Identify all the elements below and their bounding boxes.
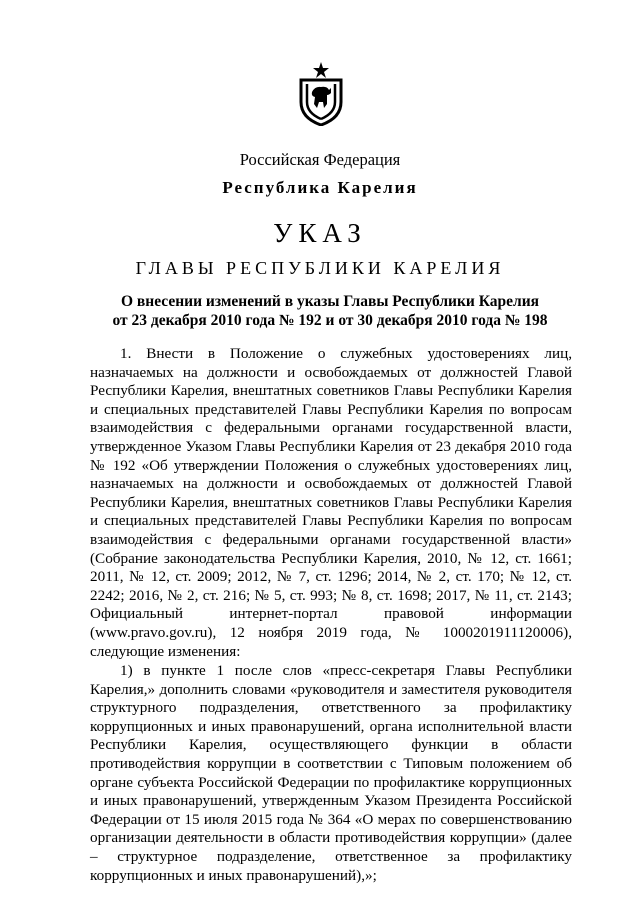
document-body [90, 345, 572, 885]
country-name: Российская Федерация [239, 150, 401, 169]
title-line-2: от 23 декабря 2010 года № 192 и от 30 декабря 2010 года № 198 [112, 312, 548, 329]
document-title [100, 292, 560, 330]
paragraph-1-item-1: 1) в пункте 1 после слов «пресс-секретаря Главы Республики Карелия,» дополнить словами «руководителя и заместителя руководителя структурного подразделения, ответственного за профилактику коррупционных и иных правонарушений, органа исполнительной власти Республики Карелия, осуществляющего функции в области противодействия коррупции в соответствии с Типовым положением об органе субъекта Российской Федерации по профилактике коррупционных и иных правонарушений, утвержденным Указом Президента Российской Федерации от 15 июля 2015 года № 364 «О мерах по совершенствованию организации деятельности в области противодействия коррупции» (далее – структурное подразделение, ответственное за профилактику коррупционных и иных правонарушений),»; [90, 662, 572, 884]
title-line-1: О внесении изменений в указы Главы Республики Карелия [120, 293, 540, 310]
document-type: УКАЗ [273, 218, 367, 248]
issuer: ГЛАВЫ РЕСПУБЛИКИ КАРЕЛИЯ [135, 258, 505, 278]
karelia-coat-of-arms-icon [297, 62, 345, 126]
paragraph-1: 1. Внести в Положение о служебных удостоверениях лиц, назначаемых на должности и освобождаемых от должностей Главой Республики Карелия, внештатных советников Главы Республики Карелия и специальных представителей Главы Республики Карелия по вопросам взаимодействия с федеральными органами государственной власти, утвержденное Указом Главы Республики Карелия от 23 декабря 2010 года № 192 «Об утверждении Положения о служебных удостоверениях лиц, назначаемых на должности и освобождаемых от должностей Главой Республики Карелия, внештатных советников Главы Республики Карелия и специальных представителей Главы Республики Карелия по вопросам взаимодействия с федеральными органами государственной власти» (Собрание законодательства Республики Карелия, 2010, № 12, ст. 1661; 2011, № 12, ст. 2009; 2012, № 7, ст. 1296; 2014, № 2, ст. 170; № 12, ст. 2242; 2016, № 2, ст. 216; № 5, ст. 993; № 8, ст. 1698; 2017, № 11, ст. 2143; Официальный интернет-портал правовой информации (www.pravo.gov.ru), 12 ноября 2019 года, № 1000201911120006), следующие изменения: [90, 345, 572, 660]
republic-name: Республика Карелия [222, 178, 418, 197]
